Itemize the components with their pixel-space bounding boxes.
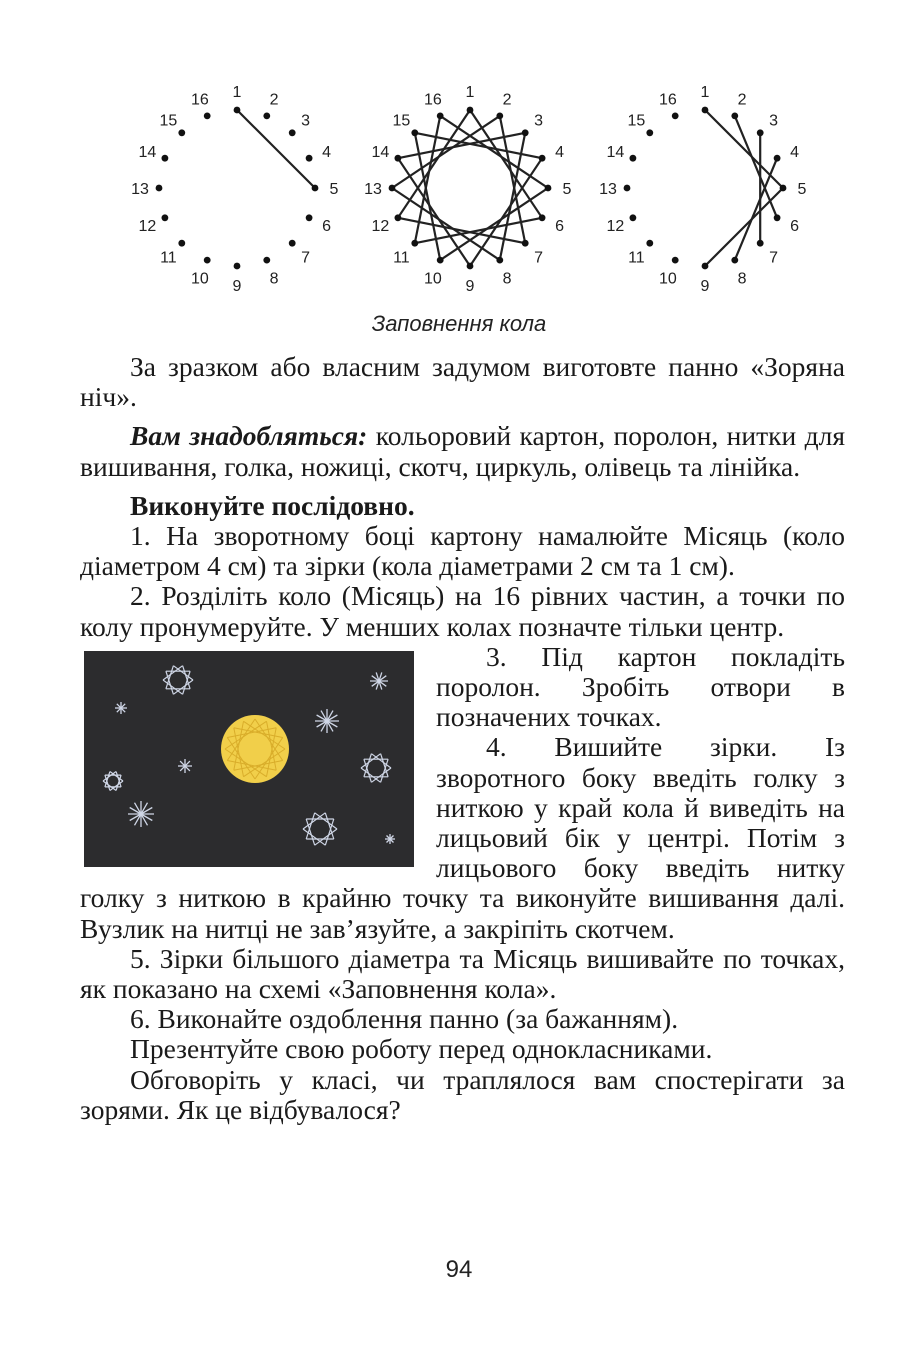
- diagram-3-point-label: 13: [599, 181, 617, 198]
- diagram-3-point: [624, 185, 631, 192]
- diagram-1-point: [289, 129, 296, 136]
- diagram-svg: [120, 84, 820, 299]
- diagram-3-point: [780, 185, 787, 192]
- diagram-2-point: [395, 155, 402, 162]
- diagram-1-point: [204, 257, 211, 264]
- diagram-3-thread: [735, 158, 777, 260]
- diagram-2-point: [395, 214, 402, 221]
- diagram-1-point-label: 7: [301, 249, 311, 267]
- diagram-caption: Заповнення кола: [371, 311, 547, 336]
- diagram-2-point: [545, 185, 552, 192]
- materials-paragraph: [80, 421, 845, 481]
- diagram-3-point: [646, 129, 653, 136]
- diagram-2-point: [467, 107, 474, 114]
- diagram-1-point-label: 6: [322, 218, 332, 236]
- diagram-1-point: [178, 240, 185, 247]
- diagram-1-point-label: 1: [232, 84, 242, 101]
- diagram-3-point-label: 3: [769, 112, 779, 130]
- diagram-2-thread: [440, 188, 548, 260]
- diagram-3-point-label: 6: [790, 218, 800, 236]
- step-5: 5. Зірки більшого діаметра та Місяць вишивайте по точках, як показано на схемі «Заповнення кола».: [80, 942, 845, 1005]
- diagram-2-point-label: 3: [534, 112, 544, 130]
- diagram-2-point-label: 14: [371, 143, 390, 161]
- step-4: 4. Вишийте зірки. Із зворотного боку введіть голку з ниткою у край кола й виведіть на лицьовий бік у центрі. Потім з лицьового боку введіть нитку голку з ниткою в крайню точку та виконуйте вишивання далі. Вузлик на нитці не зав’язуйте, а закріпіть скотчем.: [80, 731, 845, 944]
- diagram-2-point-label: 6: [555, 218, 565, 236]
- diagram-3-point-label: 9: [700, 278, 710, 295]
- diagram-3-point-label: 15: [627, 112, 646, 130]
- diagram-3-point: [757, 129, 764, 136]
- diagram-2-point: [496, 257, 503, 264]
- diagram-2-point-label: 10: [424, 270, 442, 288]
- diagram-3-point: [702, 107, 709, 114]
- diagram-3-point-label: 4: [790, 143, 800, 161]
- burst-star: [385, 834, 395, 844]
- diagram-1-point-label: 16: [191, 91, 209, 109]
- starry-night-panel-image: [84, 651, 414, 867]
- page-number: 94: [445, 1256, 473, 1283]
- diagram-2-point-label: 12: [371, 218, 390, 236]
- diagram-3-point-label: 14: [606, 143, 625, 161]
- main-text: [80, 352, 845, 1125]
- step-6: 6. Виконайте оздоблення панно (за бажанням).: [130, 1003, 679, 1035]
- diagram-2-point: [522, 129, 529, 136]
- diagram-1-point-label: 5: [329, 181, 339, 198]
- diagram-2-point-label: 2: [502, 91, 512, 109]
- diagram-1-point-label: 8: [269, 270, 279, 288]
- diagram-2-thread: [470, 158, 542, 266]
- diagram-3-point: [630, 155, 637, 162]
- diagram-3-point-label: 12: [606, 218, 625, 236]
- diagram-3-point-label: 7: [769, 249, 779, 267]
- diagram-1-point: [289, 240, 296, 247]
- diagram-1-point-label: 11: [160, 249, 177, 267]
- diagram-1-point: [263, 257, 270, 264]
- diagram-1-point-label: 3: [301, 112, 311, 130]
- diagram-3-point: [774, 214, 781, 221]
- diagram-3-point-label: 11: [628, 249, 645, 267]
- diagram-2-point: [539, 155, 546, 162]
- diagram-1-point-label: 12: [138, 218, 157, 236]
- diagram-2-thread: [470, 110, 542, 218]
- step-2: 2. Розділіть коло (Місяць) на 16 рівних частин, а точки по колу пронумеруйте. У менших колах позначте тільки центр.: [80, 580, 845, 642]
- diagram-2-point: [389, 185, 396, 192]
- diagram-3-point-label: 5: [797, 181, 807, 198]
- diagram-2-thread: [440, 116, 548, 188]
- diagram-1-point: [204, 113, 211, 120]
- diagram-3-point-label: 2: [737, 91, 747, 109]
- diagram-3-point: [731, 257, 738, 264]
- diagram-2-point-label: 4: [555, 143, 565, 161]
- diagram-2-point-label: 7: [534, 249, 544, 267]
- diagram-3-point: [672, 113, 679, 120]
- diagram-3-point: [757, 240, 764, 247]
- diagram-2-point: [411, 129, 418, 136]
- diagram-1-point: [234, 107, 241, 114]
- diagram-1-point-label: 15: [159, 112, 178, 130]
- diagram-3-point-label: 16: [659, 91, 677, 109]
- diagram-3-point-label: 1: [700, 84, 710, 101]
- diagram-1-point: [156, 185, 163, 192]
- moon: [221, 715, 289, 783]
- diagram-2-point-label: 11: [393, 249, 410, 267]
- diagram-3-point-label: 10: [659, 270, 677, 288]
- diagram-3-point: [646, 240, 653, 247]
- diagram-3-point: [774, 155, 781, 162]
- diagram-1-point: [312, 185, 319, 192]
- diagram-1-point: [162, 155, 169, 162]
- diagram-2-point: [496, 113, 503, 120]
- diagram-2-point: [411, 240, 418, 247]
- diagram-3-point: [672, 257, 679, 264]
- diagram-2-point-label: 16: [424, 91, 442, 109]
- diagram-2-point-label: 9: [465, 278, 475, 295]
- diagram-1-point: [162, 214, 169, 221]
- diagram-1-point: [306, 214, 313, 221]
- diagram-2-point-label: 13: [364, 181, 382, 198]
- step-3: 3. Під картон покладіть поролон. Зробіть отвори в позначених точках.: [436, 640, 845, 733]
- diagram-2-point: [522, 240, 529, 247]
- diagram-2-point: [437, 257, 444, 264]
- intro-paragraph: За зразком або власним задумом виготовте панно «Зоряна ніч».: [80, 351, 845, 413]
- diagram-1-point: [263, 113, 270, 120]
- diagram-2-point-label: 5: [562, 181, 572, 198]
- diagram-2-point-label: 1: [465, 84, 475, 101]
- diagram-1-point-label: 2: [269, 91, 279, 109]
- diagram-1-point: [178, 129, 185, 136]
- diagram-2-point: [539, 214, 546, 221]
- materials-label: Вам знадобляться:: [130, 420, 368, 452]
- diagram-1-point: [306, 155, 313, 162]
- diagram-2-point-label: 15: [392, 112, 411, 130]
- diagram-3-point: [630, 214, 637, 221]
- discuss-paragraph: Обговоріть у класі, чи траплялося вам спостерігати за зорями. Як це відбувалося?: [80, 1063, 845, 1125]
- diagram-1-point-label: 10: [191, 270, 209, 288]
- diagram-1-point: [234, 263, 241, 270]
- diagram-3-point-label: 8: [737, 270, 747, 288]
- materials-text: кольоровий картон, поролон, нитки для вишивання, голка, ножиці, скотч, циркуль, олівець та лінійка.: [80, 420, 845, 482]
- present-paragraph: Презентуйте свою роботу перед однокласниками.: [130, 1033, 713, 1065]
- circle-filling-diagrams: [120, 84, 820, 299]
- step-1: 1. На зворотному боці картону намалюйте Місяць (коло діаметром 4 см) та зірки (кола діаметрами 2 см та 1 см).: [80, 520, 845, 582]
- diagram-2-point: [467, 263, 474, 270]
- diagram-1-point-label: 13: [131, 181, 149, 198]
- diagram-2-point-label: 8: [502, 270, 512, 288]
- diagram-1-point-label: 4: [322, 143, 332, 161]
- diagram-1-point-label: 9: [232, 278, 242, 295]
- diagram-3-point: [731, 113, 738, 120]
- diagram-1-point-label: 14: [138, 143, 157, 161]
- diagram-2-point: [437, 113, 444, 120]
- steps-title: Виконуйте послідовно.: [130, 489, 415, 521]
- diagram-3-thread: [735, 116, 777, 218]
- diagram-3-point: [702, 263, 709, 270]
